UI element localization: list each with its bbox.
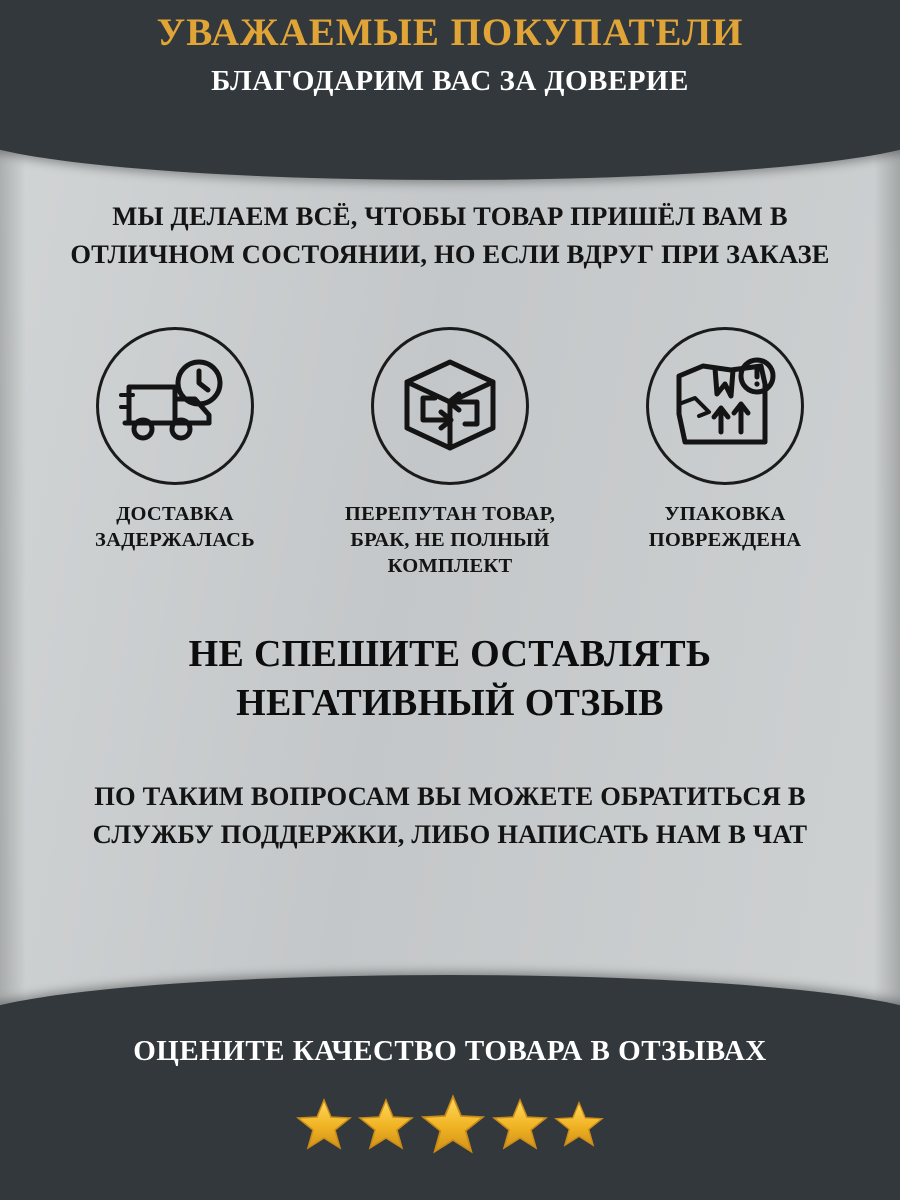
main-headline: НЕ СПЕШИТЕ ОСТАВЛЯТЬ НЕГАТИВНЫЙ ОТЗЫВ bbox=[188, 633, 712, 725]
issue-caption: ПЕРЕПУТАН ТОВАР, БРАК, НЕ ПОЛНЫЙ КОМПЛЕКТ bbox=[344, 503, 556, 578]
issue-item bbox=[320, 327, 580, 580]
issue-caption: УПАКОВКА ПОВРЕЖДЕНА bbox=[648, 503, 802, 552]
star-icon[interactable] bbox=[358, 1097, 414, 1151]
rating-call-to-action: ОЦЕНИТЕ КАЧЕСТВО ТОВАРА В ОТЗЫВАХ bbox=[133, 1035, 767, 1067]
intro-paragraph: МЫ ДЕЛАЕМ ВСЁ, ЧТОБЫ ТОВАР ПРИШЁЛ ВАМ В ОТЛИЧНОМ СОСТОЯНИИ, НО ЕСЛИ ВДРУГ ПРИ ЗАКАЗЕ bbox=[70, 201, 830, 269]
support-paragraph: ПО ТАКИМ ВОПРОСАМ ВЫ МОЖЕТЕ ОБРАТИТЬСЯ В СЛУЖБУ ПОДДЕРЖКИ, ЛИБО НАПИСАТЬ НАМ В ЧАТ bbox=[92, 781, 808, 849]
bottom-banner-content bbox=[0, 1033, 900, 1155]
box-exchange-arrows-icon bbox=[391, 352, 509, 460]
page-title: УВАЖАЕМЫЕ ПОКУПАТЕЛИ bbox=[156, 11, 744, 54]
star-icon[interactable] bbox=[420, 1093, 486, 1155]
damaged-package-warning-icon bbox=[669, 354, 781, 458]
top-banner bbox=[0, 0, 900, 180]
issues-row bbox=[45, 327, 855, 580]
star-icon[interactable] bbox=[554, 1100, 604, 1148]
page-subtitle: БЛАГОДАРИМ ВАС ЗА ДОВЕРИЕ bbox=[211, 64, 689, 97]
issue-icon-frame bbox=[96, 327, 254, 485]
issue-icon-frame bbox=[371, 327, 529, 485]
bottom-banner bbox=[0, 975, 900, 1200]
issue-item bbox=[45, 327, 305, 553]
delivery-truck-clock-icon bbox=[119, 359, 231, 454]
star-icon[interactable] bbox=[492, 1097, 548, 1151]
top-banner-content bbox=[0, 0, 900, 99]
issue-caption: ДОСТАВКА ЗАДЕРЖАЛАСЬ bbox=[95, 503, 255, 552]
issue-item bbox=[595, 327, 855, 553]
star-rating[interactable] bbox=[0, 1093, 900, 1155]
issue-icon-frame bbox=[646, 327, 804, 485]
star-icon[interactable] bbox=[296, 1097, 352, 1151]
